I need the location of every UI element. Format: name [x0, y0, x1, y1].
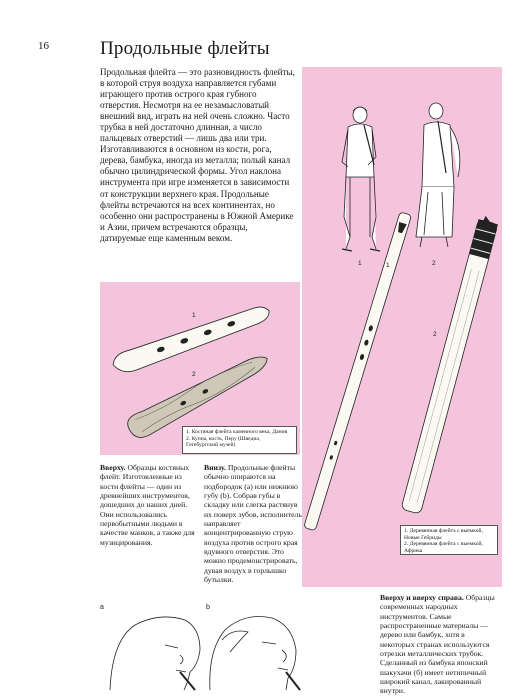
intro-text: Продольная флейта — это разновидность флейты, в которой струя воздуха направляется губами играющего против острого края губного отверстия. Несмотря на ее незамысловатый внешний вид, играть на ней очень сложно. Часто трубка в ней достаточно длинная, а число пальцевых отверстий — лишь два или три. Изготавливаются в основном из кости, рога, дерева, бамбука, иногда из металла; полый канал обычно цилиндрической формы. Угол наклона инструмента при игре изменяется в зависимости от конструкции верхнего края. Продольные флейты встречаются на всех континентах, но особенно они распространены в Южной Америке и Азии, причем встречаются образцы, датируемые еще каменным веком. [100, 67, 295, 243]
player-label-1: 1 [358, 260, 362, 267]
left-caption-2: 2. Купна, кость, Перу (Шведиа, Готебургский музей) [186, 435, 261, 449]
caption-left-heading: Вверху. [100, 463, 126, 472]
flute-label-1: 1 [386, 262, 390, 269]
caption-left-text: Образцы костяных флейт. Изготовленные из кости флейты — один из древнейших инструментов, дошедших до наших дней. Они использовались первобытными людьми в качестве манков, а также для музицирования. [100, 463, 195, 547]
caption-right-heading: Вверху и вверху справа. [380, 593, 464, 602]
sketch-label-b: b [206, 604, 210, 611]
right-caption-2: 2. Деревянная флейта с выемкой, Африка [404, 541, 483, 554]
player-label-2: 2 [432, 260, 436, 267]
right-caption-1: 1. Деревянная флейта с выемкой, Новые Гебриды [404, 528, 483, 541]
sketch-label-a: a [100, 604, 104, 611]
left-caption-1: 1. Костяная флейта каменного века, Дания [186, 429, 288, 435]
page-title: Продольные флейты [100, 38, 270, 59]
bone-label-1: 1 [192, 312, 196, 319]
page-number: 16 [38, 40, 49, 52]
caption-middle-heading: Внизу. [204, 463, 226, 472]
flute-label-2: 2 [433, 331, 437, 338]
bone-label-2: 2 [192, 371, 196, 378]
caption-middle-text: Продольные флейты обычно опираются на подбородок (a) или нижнюю губу (b). Собрав губы в складку или слегка растянув их поверх зубов, исполнитель направляет концентрированную струю воздуха против острого края вдувного отверстия. Это можно продемонстрировать, дувая воздух в горлышко бутылки. [204, 463, 302, 585]
caption-right-text: Образцы современных народных инструментов. Самые распространенные материалы — дерево или бамбук, хотя в некоторых странах используются отрезки металлических трубок. Сделанный из бамбука японский шакухачи (б) имеет нетипичный широкий канал, лакированный внутри. [380, 593, 495, 696]
